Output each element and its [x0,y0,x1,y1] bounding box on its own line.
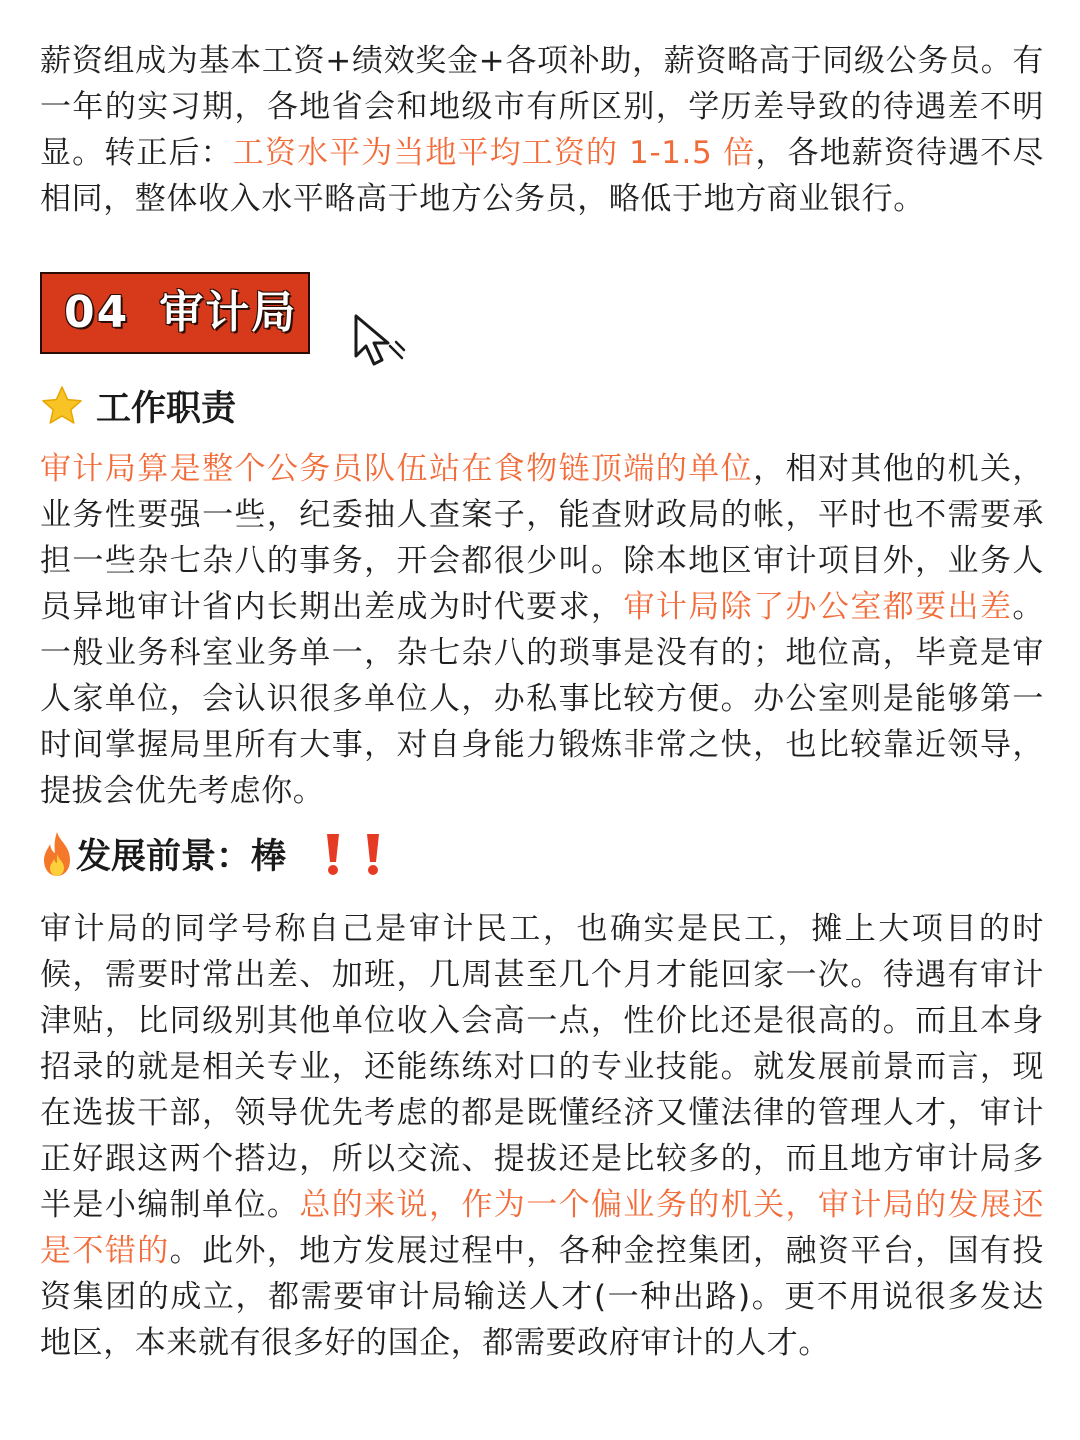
exclamation-icon [322,832,344,876]
section-title: 审计局 [159,287,298,338]
duties-text-1: ，相对其他的机关，业务性要强一些，纪委抽人查案子，能查财政局的帐，平时也不需要承担一些杂七杂八的事务，开会都很少叫。除本地区审计项目外，业务人员异地审计省内长期出差成为时代要求， [40,451,1044,625]
duties-heading [40,378,1044,434]
duties-highlight-2: 审计局除了办公室都要出差 [623,589,1013,625]
star-icon [40,384,84,428]
prospects-heading [40,826,1044,882]
intro-highlight: 工资水平为当地平均工资的 1-1.5 倍 [232,135,756,171]
prospects-paragraph [40,906,1044,1366]
intro-paragraph [40,38,1044,222]
duties-paragraph [40,446,1044,814]
intro-text: 薪资组成为基本工资+绩效奖金+各项补助，薪资略高于同级公务员。有一年的实习期，各地省会和地级市有所区别，学历差导致的待遇差不明显。转正后： [40,43,1044,171]
exclamation-icon [362,832,384,876]
prospects-heading-text: 发展前景：棒 [76,837,287,877]
prospects-text-1: 审计局的同学号称自己是审计民工，也确实是民工，摊上大项目的时候，需要时常出差、加班，几周甚至几个月才能回家一次。待遇有审计津贴，比同级别其他单位收入会高一点，性价比还是很高的。而且本身招录的就是相关专业，还能练练对口的专业技能。就发展前景而言，现在选拔干部，领导优先考虑的都是既懂经济又懂法律的管理人才，审计正好跟这两个搭边，所以交流、提拔还是比较多的，而且地方审计局多半是小编制单位。 [40,911,1044,1223]
duties-text-2: 。一般业务科室业务单一，杂七杂八的琐事是没有的；地位高，毕竟是审人家单位，会认识很多单位人，办私事比较方便。办公室则是能够第一时间掌握局里所有大事，对自身能力锻炼非常之快，也比较靠近领导，提拔会优先考虑你。 [40,589,1044,809]
fire-icon [40,830,74,878]
cursor-arrow-icon [350,312,410,372]
article [40,38,1044,1366]
intro-text-tail: ，各地薪资待遇不尽相同，整体收入水平略高于地方公务员，略低于地方商业银行。 [40,135,1044,217]
prospects-highlight: 总的来说，作为一个偏业务的机关，审计局的发展还是不错的 [40,1187,1044,1269]
section-header [40,272,1044,356]
section-number: 04 [64,287,130,338]
section-badge [40,272,310,354]
duties-heading-text: 工作职责 [96,389,237,429]
prospects-text-2: 。此外，地方发展过程中，各种金控集团，融资平台，国有投资集团的成立，都需要审计局输送人才(一种出路)。更不用说很多发达地区，本来就有很多好的国企，都需要政府审计的人才。 [40,1233,1044,1361]
duties-highlight-1: 审计局算是整个公务员队伍站在食物链顶端的单位 [40,451,754,487]
